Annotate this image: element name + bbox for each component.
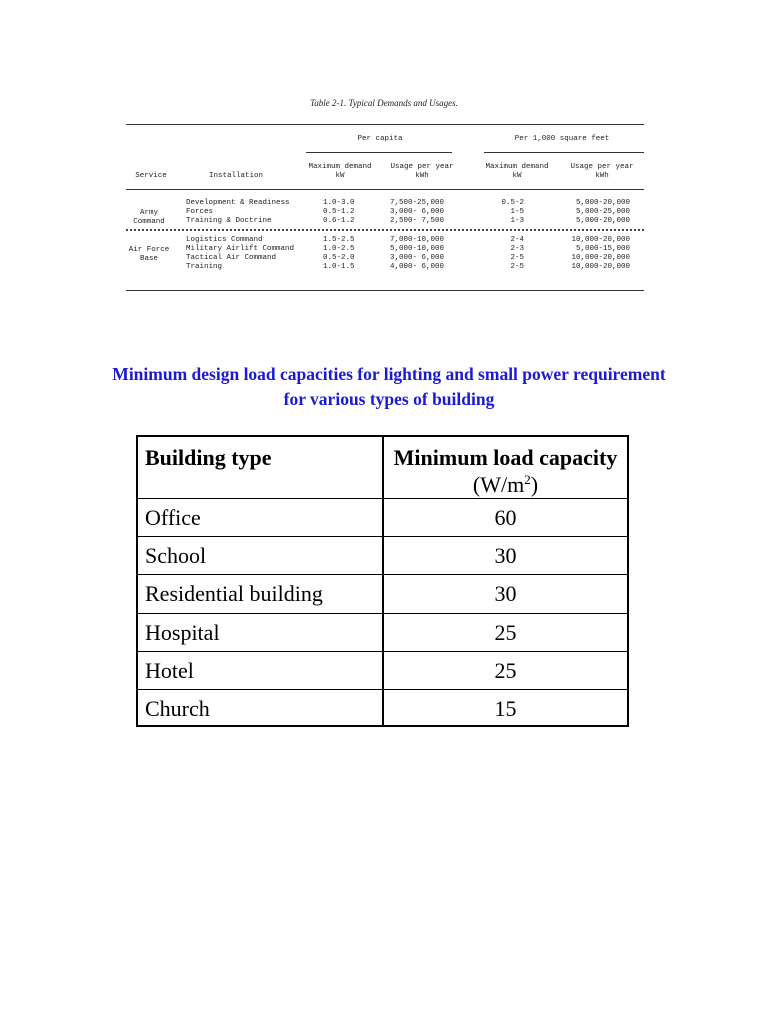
service-army: Army: [139, 209, 158, 217]
building-type-cell: Hotel: [145, 658, 194, 683]
building-type-cell: School: [145, 543, 207, 568]
col-header-installation: Installation: [208, 172, 263, 180]
load-value-cell: 25: [494, 620, 517, 645]
pa-max-cell: 2-4: [510, 236, 524, 244]
table-header-row: [138, 437, 627, 499]
pa-usage-cell: 10,000-20,000: [571, 254, 630, 262]
table-row: [138, 537, 627, 575]
installation-cell: Military Airlift Command: [186, 245, 295, 253]
building-type-cell: Residential building: [145, 581, 323, 606]
group-separator: [126, 229, 644, 231]
installation-cell: Logistics Command: [186, 236, 263, 244]
load-capacity-heading: Minimum design load capacities for lighting and small power requirement for various types of building: [112, 364, 666, 409]
pa-usage-cell: 5,000-20,000: [575, 217, 630, 225]
pa-max-cell: 2-5: [510, 254, 524, 262]
pa-usage-cell: 5,000-25,000: [575, 208, 630, 216]
header-building-type: Building type: [145, 445, 272, 470]
col-header-pc-max-demand-unit: kW: [335, 172, 345, 180]
table-bottom-rule: [126, 290, 644, 291]
pc-max-cell: 0.5-1.2: [323, 208, 355, 216]
col-header-pa-max-demand: Maximum demand: [485, 163, 549, 171]
pa-max-cell: 1-3: [510, 217, 524, 225]
installation-cell: Training & Doctrine: [186, 217, 272, 225]
pa-usage-cell: 10,000-20,000: [571, 236, 630, 244]
pa-max-cell: 1-5: [510, 208, 524, 216]
pa-usage-cell: 10,000-20,000: [571, 263, 630, 271]
header-capacity-title: Minimum load capacity: [393, 445, 618, 470]
pc-max-cell: 1.0-3.0: [323, 199, 355, 207]
per-capita-underline: [306, 152, 452, 153]
load-value-cell: 15: [494, 696, 517, 721]
pa-max-cell: 0.5-2: [501, 199, 524, 207]
table-top-rule: [126, 124, 644, 125]
service-air-force: Air Force: [128, 246, 170, 254]
service-army-line2: Command: [133, 218, 165, 226]
table-row: [138, 614, 627, 652]
load-value-cell: 25: [494, 658, 517, 683]
load-capacity-table: [136, 435, 629, 727]
pa-usage-cell: 5,000-15,000: [575, 245, 630, 253]
installation-cell: Tactical Air Command: [186, 254, 277, 262]
col-header-pc-usage: Usage per year: [390, 163, 454, 171]
pc-max-cell: 1.5-2.5: [323, 236, 355, 244]
load-value-cell: 30: [494, 543, 517, 568]
installation-cell: Development & Readiness: [186, 199, 290, 207]
per-area-underline: [484, 152, 644, 153]
service-air-force-line2: Base: [139, 255, 158, 263]
pc-usage-cell: 4,000- 6,000: [390, 263, 445, 271]
header-capacity-unit: $(W/m^2)$: [472, 472, 539, 497]
pa-max-cell: 2-5: [510, 263, 524, 271]
per-capita-group-header: Per capita: [357, 135, 403, 143]
col-header-pa-max-demand-unit: kW: [512, 172, 522, 180]
installation-cell: Training: [186, 263, 223, 271]
building-type-cell: Office: [145, 505, 201, 530]
table-row: [138, 690, 627, 725]
pa-usage-cell: 5,000-20,000: [575, 199, 630, 207]
pc-usage-cell: 7,000-10,000: [390, 236, 445, 244]
col-header-pa-usage: Usage per year: [570, 163, 634, 171]
pc-usage-cell: 2,500- 7,500: [390, 217, 445, 225]
pc-usage-cell: 7,500-25,000: [390, 199, 445, 207]
pc-usage-cell: 3,000- 6,000: [390, 254, 445, 262]
pc-usage-cell: 5,000-10,000: [390, 245, 445, 253]
installation-cell: Forces: [186, 208, 214, 216]
pa-max-cell: 2-3: [510, 245, 524, 253]
per-area-group-header: Per 1,000 square feet: [514, 135, 610, 143]
col-header-service: Service: [135, 172, 167, 180]
pc-max-cell: 0.6-1.2: [323, 217, 355, 225]
table-2-1-caption: Table 2-1. Typical Demands and Usages.: [310, 98, 458, 108]
pc-max-cell: 0.5-2.0: [323, 254, 355, 262]
table-row: [138, 652, 627, 690]
col-header-pc-max-demand: Maximum demand: [308, 163, 372, 171]
pc-max-cell: 1.0-1.5: [323, 263, 355, 271]
building-type-cell: Hospital: [145, 620, 220, 645]
col-header-pc-usage-unit: kWh: [415, 172, 429, 180]
table-row: [138, 499, 627, 537]
load-value-cell: 30: [494, 581, 517, 606]
pc-max-cell: 1.0-2.5: [323, 245, 355, 253]
header-bottom-rule: [126, 189, 644, 190]
building-type-cell: Church: [145, 696, 210, 721]
pc-usage-cell: 3,000- 6,000: [390, 208, 445, 216]
table-row: [138, 575, 627, 614]
load-value-cell: 60: [494, 505, 517, 530]
col-header-pa-usage-unit: kWh: [595, 172, 609, 180]
